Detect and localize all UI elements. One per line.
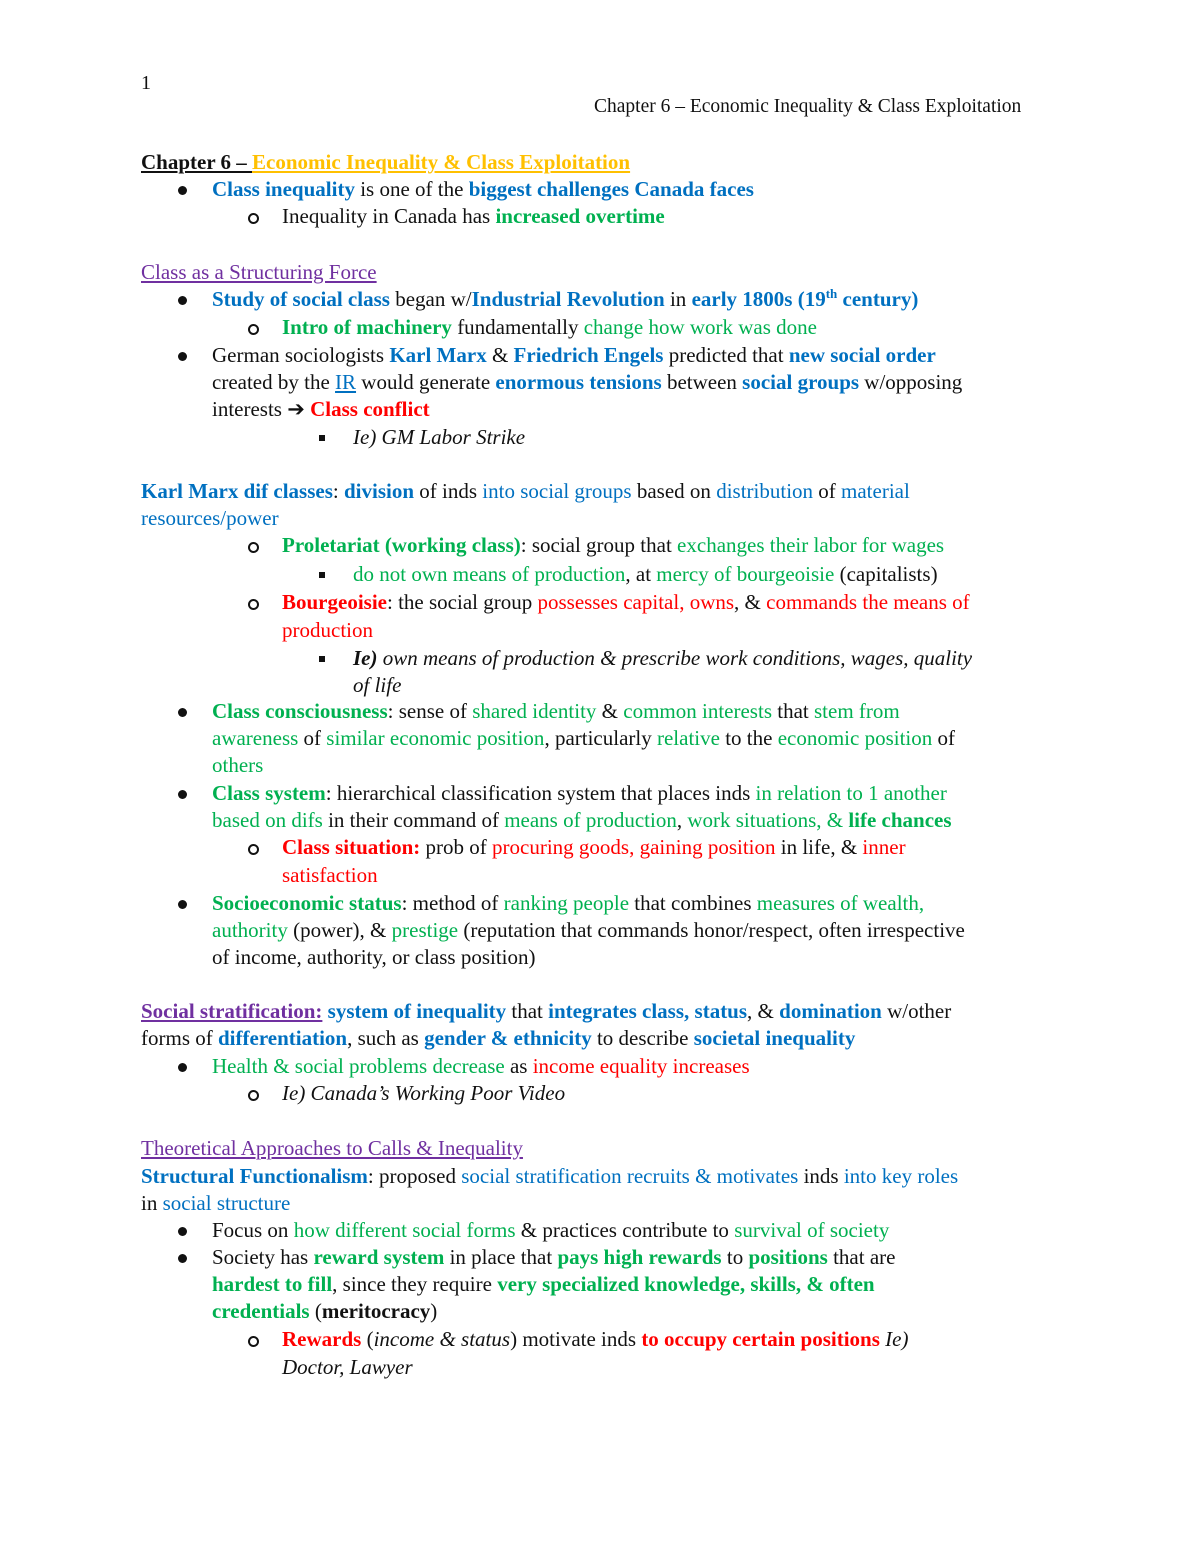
text-run: of life <box>353 673 402 697</box>
text-line <box>353 561 938 588</box>
text-line <box>212 1271 875 1298</box>
text-run: social structure <box>162 1191 291 1215</box>
circle-bullet-icon <box>248 213 259 224</box>
text-run: division <box>343 479 415 503</box>
text-run: of <box>298 726 327 750</box>
text-run: credentials <box>212 1299 310 1323</box>
text-run: that combines <box>629 891 757 915</box>
text-run: between <box>661 370 743 394</box>
text-line <box>212 396 430 423</box>
text-run: into key roles <box>843 1164 959 1188</box>
text-run: shared identity <box>472 699 597 723</box>
text-line <box>141 1163 958 1190</box>
text-line <box>353 672 401 699</box>
text-run: , <box>676 808 688 832</box>
text-run: forms of <box>141 1026 218 1050</box>
text-run: inner <box>862 835 906 859</box>
text-run: predicted that <box>663 343 789 367</box>
text-line <box>212 1217 889 1244</box>
text-run: change how work was done <box>583 315 818 339</box>
text-run: to occupy certain positions <box>641 1327 880 1351</box>
text-run: prob of <box>420 835 493 859</box>
text-run: Class conflict <box>310 397 430 421</box>
text-run: new social order <box>788 343 936 367</box>
text-line <box>141 478 910 505</box>
text-run: , & <box>734 590 767 614</box>
text-run: Class consciousness <box>212 699 388 723</box>
text-run: Society has <box>212 1245 314 1269</box>
text-run: , such as <box>347 1026 425 1050</box>
text-run: of <box>813 479 842 503</box>
text-run: in place that <box>444 1245 558 1269</box>
text-run: societal inequality <box>693 1026 856 1050</box>
text-run: positions <box>748 1245 828 1269</box>
text-run: pays high rewards <box>557 1245 722 1269</box>
disc-bullet-icon <box>178 1063 187 1072</box>
text-run: (power), & <box>287 918 392 942</box>
text-run: into social groups <box>482 479 632 503</box>
text-run: measures of wealth, <box>756 891 925 915</box>
text-run: began w/ <box>389 287 472 311</box>
text-run: that <box>772 699 814 723</box>
text-run: , particularly <box>544 726 657 750</box>
text-run: Socioeconomic status <box>212 891 402 915</box>
text-run: work situations, & <box>687 808 849 832</box>
text-run: how different social forms <box>293 1218 516 1242</box>
text-run: Proletariat (working class) <box>282 533 521 557</box>
text-line <box>212 286 918 313</box>
text-run: common interests <box>623 699 772 723</box>
text-line <box>212 369 962 396</box>
text-run: , since they require <box>332 1272 498 1296</box>
text-run: own means of production & prescribe work conditions, wages, quality <box>377 646 973 670</box>
text-run: interests ➔ <box>212 397 311 421</box>
text-run: : proposed <box>367 1164 462 1188</box>
text-line <box>282 1354 413 1381</box>
text-run: as <box>504 1054 533 1078</box>
circle-bullet-icon <box>248 844 259 855</box>
circle-bullet-icon <box>248 542 259 553</box>
text-run: Economic Inequality & Class Exploitation <box>252 150 631 174</box>
text-run: : social group that <box>520 533 678 557</box>
text-run: possesses capital, owns <box>537 590 735 614</box>
text-run: Ie) GM Labor Strike <box>353 425 526 449</box>
text-run: : hierarchical classification system that places inds <box>325 781 756 805</box>
text-run: increased overtime <box>495 204 665 228</box>
text-run: ) motivate inds <box>510 1327 642 1351</box>
text-line <box>141 1190 290 1217</box>
text-run: to the <box>719 726 778 750</box>
text-run: : <box>332 479 344 503</box>
disc-bullet-icon <box>178 186 187 195</box>
text-run: authority <box>212 918 288 942</box>
text-run: Class system <box>212 781 326 805</box>
text-run: meritocracy <box>321 1299 431 1323</box>
text-run: that are <box>827 1245 896 1269</box>
disc-bullet-icon <box>178 1227 187 1236</box>
text-line <box>212 1298 437 1325</box>
text-run: & <box>486 343 514 367</box>
text-line <box>141 1135 523 1162</box>
text-run: in their command of <box>322 808 505 832</box>
text-run: th <box>825 286 838 301</box>
text-run: ) <box>430 1299 438 1323</box>
text-run: Chapter 6 – <box>141 150 253 174</box>
running-header: Chapter 6 – Economic Inequality & Class Exploitation <box>594 96 1022 117</box>
text-line <box>282 617 373 644</box>
text-run: awareness <box>212 726 299 750</box>
text-line <box>212 944 536 971</box>
text-line <box>282 1080 565 1107</box>
text-line <box>212 698 900 725</box>
text-run: Social stratification: <box>141 999 323 1023</box>
text-run: commands the means of <box>766 590 970 614</box>
text-line <box>212 725 955 752</box>
text-run: Study of social class <box>212 287 390 311</box>
text-run: w/other <box>881 999 952 1023</box>
text-run: in <box>664 287 692 311</box>
text-run: income equality increases <box>532 1054 750 1078</box>
text-run: prestige <box>391 918 459 942</box>
text-run: Focus on <box>212 1218 294 1242</box>
circle-bullet-icon <box>248 1090 259 1101</box>
text-run: ranking people <box>503 891 630 915</box>
text-run: to describe <box>591 1026 694 1050</box>
text-run: & practices contribute to <box>515 1218 735 1242</box>
text-run: relative <box>656 726 720 750</box>
text-run: income & status <box>373 1327 511 1351</box>
circle-bullet-icon <box>248 324 259 335</box>
text-run: early 1800s (19 <box>691 287 826 311</box>
text-line <box>212 752 263 779</box>
text-run: century) <box>837 287 919 311</box>
text-run: inds <box>798 1164 844 1188</box>
text-run: in relation to 1 another <box>755 781 947 805</box>
text-run: stem from <box>814 699 900 723</box>
text-run: biggest challenges Canada faces <box>468 177 754 201</box>
text-line <box>212 176 754 203</box>
text-run: integrates class, status <box>548 999 748 1023</box>
text-line <box>212 1244 895 1271</box>
text-run: of inds <box>414 479 483 503</box>
text-run: IR <box>335 370 357 394</box>
text-run: gender & ethnicity <box>424 1026 592 1050</box>
text-run: social groups <box>742 370 860 394</box>
text-run: Inequality in Canada has <box>282 204 496 228</box>
text-run: differentiation <box>218 1026 348 1050</box>
text-line <box>212 780 947 807</box>
text-run: of <box>932 726 956 750</box>
text-run: mercy of bourgeoisie <box>656 562 835 586</box>
text-run: Karl Marx <box>389 343 487 367</box>
text-run: , at <box>625 562 657 586</box>
disc-bullet-icon <box>178 708 187 717</box>
text-run: hardest to fill <box>212 1272 333 1296</box>
disc-bullet-icon <box>178 1254 187 1263</box>
text-run: , & <box>747 999 780 1023</box>
text-run: production <box>282 618 373 642</box>
text-run: : sense of <box>387 699 473 723</box>
text-run: reward system <box>313 1245 445 1269</box>
text-run: of income, authority, or class position) <box>212 945 536 969</box>
text-run: material <box>841 479 910 503</box>
text-run: means of production <box>504 808 677 832</box>
text-line <box>282 862 378 889</box>
text-line <box>212 917 965 944</box>
text-line <box>282 314 817 341</box>
text-run: Intro of machinery <box>282 315 452 339</box>
text-run: very specialized knowledge, skills, & often <box>497 1272 875 1296</box>
disc-bullet-icon <box>178 900 187 909</box>
text-run: Industrial Revolution <box>471 287 665 311</box>
text-run: domination <box>779 999 882 1023</box>
text-run: w/opposing <box>859 370 963 394</box>
text-run: ( <box>309 1299 322 1323</box>
text-run: based on <box>631 479 717 503</box>
circle-bullet-icon <box>248 1336 259 1347</box>
text-run: Class as a Structuring Force <box>141 260 377 284</box>
disc-bullet-icon <box>178 352 187 361</box>
text-line <box>353 645 972 672</box>
text-run: social stratification recruits & motivates <box>461 1164 799 1188</box>
text-run: survival of society <box>734 1218 890 1242</box>
text-line <box>141 505 279 532</box>
text-run: in life, & <box>775 835 863 859</box>
square-bullet-icon <box>319 572 325 578</box>
square-bullet-icon <box>319 656 325 662</box>
text-line <box>282 589 970 616</box>
text-run: created by the <box>212 370 336 394</box>
text-line <box>353 424 525 451</box>
text-run: do not own means of production <box>353 562 626 586</box>
text-run: to <box>721 1245 749 1269</box>
disc-bullet-icon <box>178 296 187 305</box>
text-run: Bourgeoisie <box>282 590 387 614</box>
text-run: similar economic position <box>326 726 545 750</box>
text-run: Karl Marx dif classes <box>141 479 333 503</box>
text-line <box>282 203 665 230</box>
text-run: economic position <box>777 726 933 750</box>
text-line <box>282 532 944 559</box>
text-line <box>141 1025 855 1052</box>
text-run: Doctor, Lawyer <box>282 1355 413 1379</box>
text-run: & <box>596 699 624 723</box>
text-line <box>141 149 630 176</box>
text-line <box>141 998 951 1025</box>
text-run: Health & social problems decrease <box>212 1054 505 1078</box>
text-run: life chances <box>848 808 952 832</box>
text-line <box>212 342 936 369</box>
text-line <box>212 807 952 834</box>
text-run: in <box>141 1191 163 1215</box>
page-number: 1 <box>141 72 151 94</box>
text-run: (capitalists) <box>834 562 938 586</box>
text-run: based on difs <box>212 808 323 832</box>
text-run: is one of the <box>354 177 469 201</box>
square-bullet-icon <box>319 435 325 441</box>
text-run: Class inequality <box>212 177 355 201</box>
text-run: Class situation: <box>282 835 421 859</box>
text-run: system of inequality <box>327 999 507 1023</box>
text-run: distribution <box>716 479 814 503</box>
text-line <box>282 1326 908 1353</box>
text-line <box>282 834 906 861</box>
text-run: exchanges their labor for wages <box>677 533 945 557</box>
text-run: (reputation that commands honor/respect, often irrespective <box>458 918 965 942</box>
text-line <box>141 259 377 286</box>
text-run: procuring goods, gaining position <box>492 835 776 859</box>
text-run: Structural Functionalism <box>141 1164 368 1188</box>
text-run: would generate <box>356 370 496 394</box>
text-line <box>212 1053 750 1080</box>
text-run: Ie) <box>353 646 378 670</box>
text-run: fundamentally <box>451 315 584 339</box>
text-run: Rewards <box>282 1327 362 1351</box>
text-run: : the social group <box>387 590 538 614</box>
text-run: Ie) <box>879 1327 909 1351</box>
text-run: Friedrich Engels <box>513 343 664 367</box>
text-run: satisfaction <box>282 863 378 887</box>
text-line <box>212 890 924 917</box>
text-run: Ie) Canada’s Working Poor Video <box>282 1081 566 1105</box>
text-run: that <box>506 999 549 1023</box>
text-run: Theoretical Approaches to Calls & Inequality <box>141 1136 523 1160</box>
text-run: German sociologists <box>212 343 390 367</box>
circle-bullet-icon <box>248 599 259 610</box>
text-run: others <box>212 753 264 777</box>
text-run: enormous tensions <box>495 370 662 394</box>
text-run: : method of <box>401 891 504 915</box>
text-run: resources/power <box>141 506 279 530</box>
text-run: ( <box>361 1327 374 1351</box>
disc-bullet-icon <box>178 790 187 799</box>
